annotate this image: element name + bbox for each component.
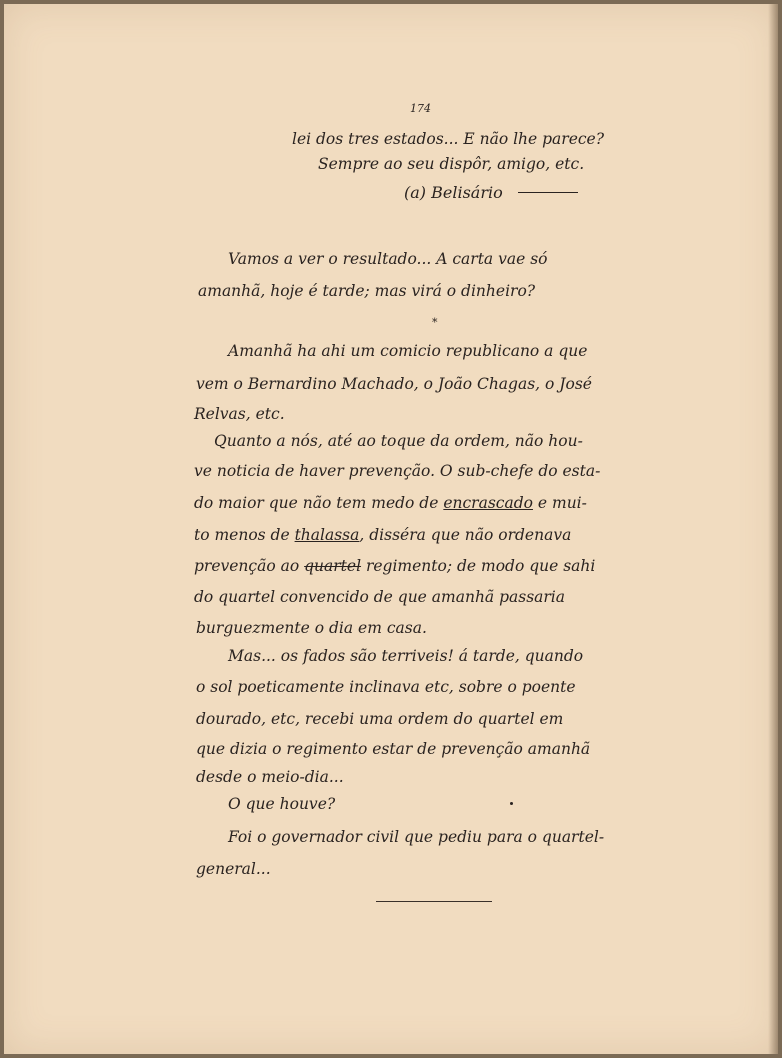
ink-dot (510, 802, 513, 805)
paragraph3-line-6: do quartel convencido de que amanhã passaria (194, 588, 566, 606)
paragraph4-line-1: Mas... os fados são terriveis! á tarde, quando (228, 647, 584, 665)
paragraph1-line-1: Vamos a ver o resultado... A carta vae só (228, 250, 548, 268)
paragraph5: O que houve? (228, 795, 336, 813)
line3-after: e mui- (532, 494, 587, 512)
paragraph4-line-4: que dizia o regimento estar de prevenção amanhã (196, 740, 591, 758)
paragraph1-line-2: amanhã, hoje é tarde; mas virá o dinheiro? (198, 282, 536, 300)
underlined-word-thalassa: thalassa (294, 526, 360, 544)
underlined-word-encrascado: encrascado (443, 494, 533, 512)
signature: (a) Belisário (404, 183, 503, 202)
line5-before: prevenção ao (194, 557, 305, 575)
paragraph6-line-1: Foi o governador civil que pediu para o quartel- (228, 828, 605, 846)
paragraph3-line-1: Quanto a nós, até ao toque da ordem, não hou- (214, 432, 583, 450)
paragraph2-line-1: Amanhã ha ahi um comicio republicano a que (228, 342, 588, 360)
line5-after: regimento; de modo que sahi (361, 557, 596, 575)
paragraph4-line-3: dourado, etc, recebi uma ordem do quartel em (196, 710, 564, 728)
signature-underline (518, 192, 578, 193)
line4-before: to menos de (194, 526, 295, 544)
line4-after: , disséra que não ordenava (359, 526, 572, 544)
paragraph3-line-4 (194, 526, 571, 544)
paragraph3-line-7: burguezmente o dia em casa. (196, 619, 427, 637)
paragraph4-line-2: o sol poeticamente inclinava etc, sobre o poente (196, 678, 576, 696)
paragraph3-line-5 (194, 557, 595, 575)
paragraph4-line-5: desde o meio-dia... (196, 768, 344, 786)
section-asterisk: * (432, 316, 438, 329)
struck-word: quartel (304, 557, 362, 575)
paragraph3-line-3 (194, 494, 587, 512)
page-number: 174 (410, 102, 431, 115)
paragraph6-line-2: general... (196, 860, 271, 878)
line3-before: do maior que não tem medo de (194, 494, 444, 512)
paragraph2-line-2: vem o Bernardino Machado, o João Chagas, o José (196, 375, 592, 393)
header-line-2: Sempre ao seu dispôr, amigo, etc. (318, 155, 585, 173)
paragraph3-line-2: ve noticia de haver prevenção. O sub-chefe do esta- (194, 462, 601, 480)
closing-rule (376, 901, 492, 902)
paragraph2-line-3: Relvas, etc. (194, 405, 285, 423)
header-line-1: lei dos tres estados... E não lhe parece? (292, 130, 605, 148)
